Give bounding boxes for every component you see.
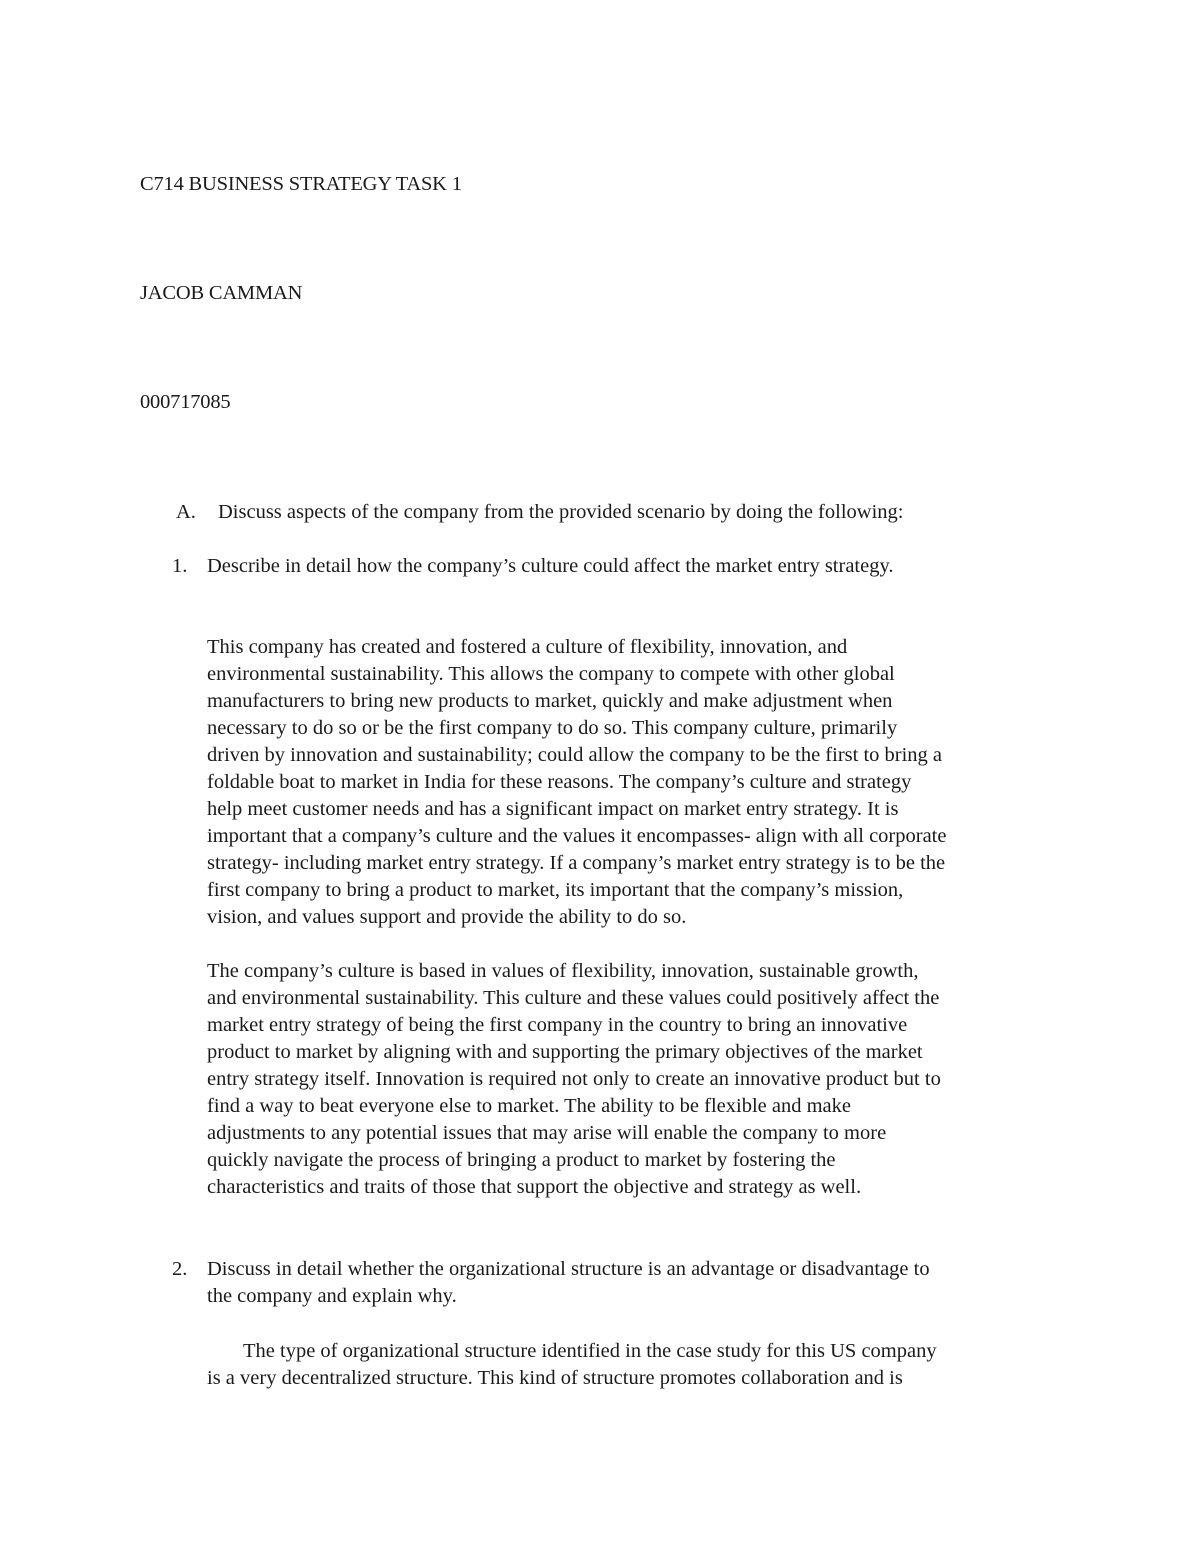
- paragraph-line: This company has created and fostered a culture of flexibility, innovation, and: [207, 636, 848, 658]
- paragraph-line: characteristics and traits of those that support the objective and strategy as well.: [207, 1176, 862, 1198]
- question-1-marker: 1.: [172, 555, 188, 577]
- paragraph-line: The company’s culture is based in values of flexibility, innovation, sustainable growth,: [207, 960, 919, 982]
- paragraph-line: product to market by aligning with and supporting the primary objectives of the market: [207, 1041, 923, 1063]
- question-2-marker: 2.: [172, 1258, 188, 1280]
- paragraph-line: and environmental sustainability. This culture and these values could positively affect the: [207, 987, 940, 1009]
- author-name: JACOB CAMMAN: [140, 282, 303, 304]
- paragraph-line: quickly navigate the process of bringing a product to market by fostering the: [207, 1149, 836, 1171]
- question-1-text: Describe in detail how the company’s culture could affect the market entry strategy.: [207, 555, 894, 577]
- paragraph-line: find a way to beat everyone else to market. The ability to be flexible and make: [207, 1095, 851, 1117]
- paragraph-line: entry strategy itself. Innovation is required not only to create an innovative product but to: [207, 1068, 941, 1090]
- paragraph-line: vision, and values support and provide the ability to do so.: [207, 906, 687, 928]
- question-line: the company and explain why.: [207, 1285, 457, 1307]
- document-title: C714 BUSINESS STRATEGY TASK 1: [140, 173, 462, 195]
- paragraph-line: important that a company’s culture and the values it encompasses- align with all corporate: [207, 825, 947, 847]
- section-a-text: Discuss aspects of the company from the provided scenario by doing the following:: [218, 501, 904, 523]
- paragraph-line: first company to bring a product to market, its important that the company’s mission,: [207, 879, 904, 901]
- paragraph-line: The type of organizational structure identified in the case study for this US company: [243, 1340, 937, 1362]
- paragraph-line: foldable boat to market in India for these reasons. The company’s culture and strategy: [207, 771, 912, 793]
- question-2-text: [207, 1256, 930, 1310]
- paragraph-line: environmental sustainability. This allows the company to compete with other global: [207, 663, 895, 685]
- section-a-marker: A.: [176, 501, 196, 523]
- answer-2-paragraph-1: [207, 1338, 937, 1392]
- paragraph-line: market entry strategy of being the first company in the country to bring an innovative: [207, 1014, 908, 1036]
- paragraph-line: help meet customer needs and has a significant impact on market entry strategy. It is: [207, 798, 899, 820]
- paragraph-line: manufacturers to bring new products to market, quickly and make adjustment when: [207, 690, 893, 712]
- answer-1-paragraph-1: [207, 634, 946, 931]
- paragraph-line: is a very decentralized structure. This kind of structure promotes collaboration and is: [207, 1367, 903, 1389]
- paragraph-line: adjustments to any potential issues that may arise will enable the company to more: [207, 1122, 887, 1144]
- question-line: Discuss in detail whether the organizational structure is an advantage or disadvantage to: [207, 1258, 930, 1280]
- student-id: 000717085: [140, 391, 231, 413]
- paragraph-line: driven by innovation and sustainability; could allow the company to be the first to bring a: [207, 744, 943, 766]
- paragraph-line: necessary to do so or be the first company to do so. This company culture, primarily: [207, 717, 898, 739]
- answer-1-paragraph-2: [207, 958, 941, 1201]
- paragraph-line: strategy- including market entry strategy. If a company’s market entry strategy is to be the: [207, 852, 946, 874]
